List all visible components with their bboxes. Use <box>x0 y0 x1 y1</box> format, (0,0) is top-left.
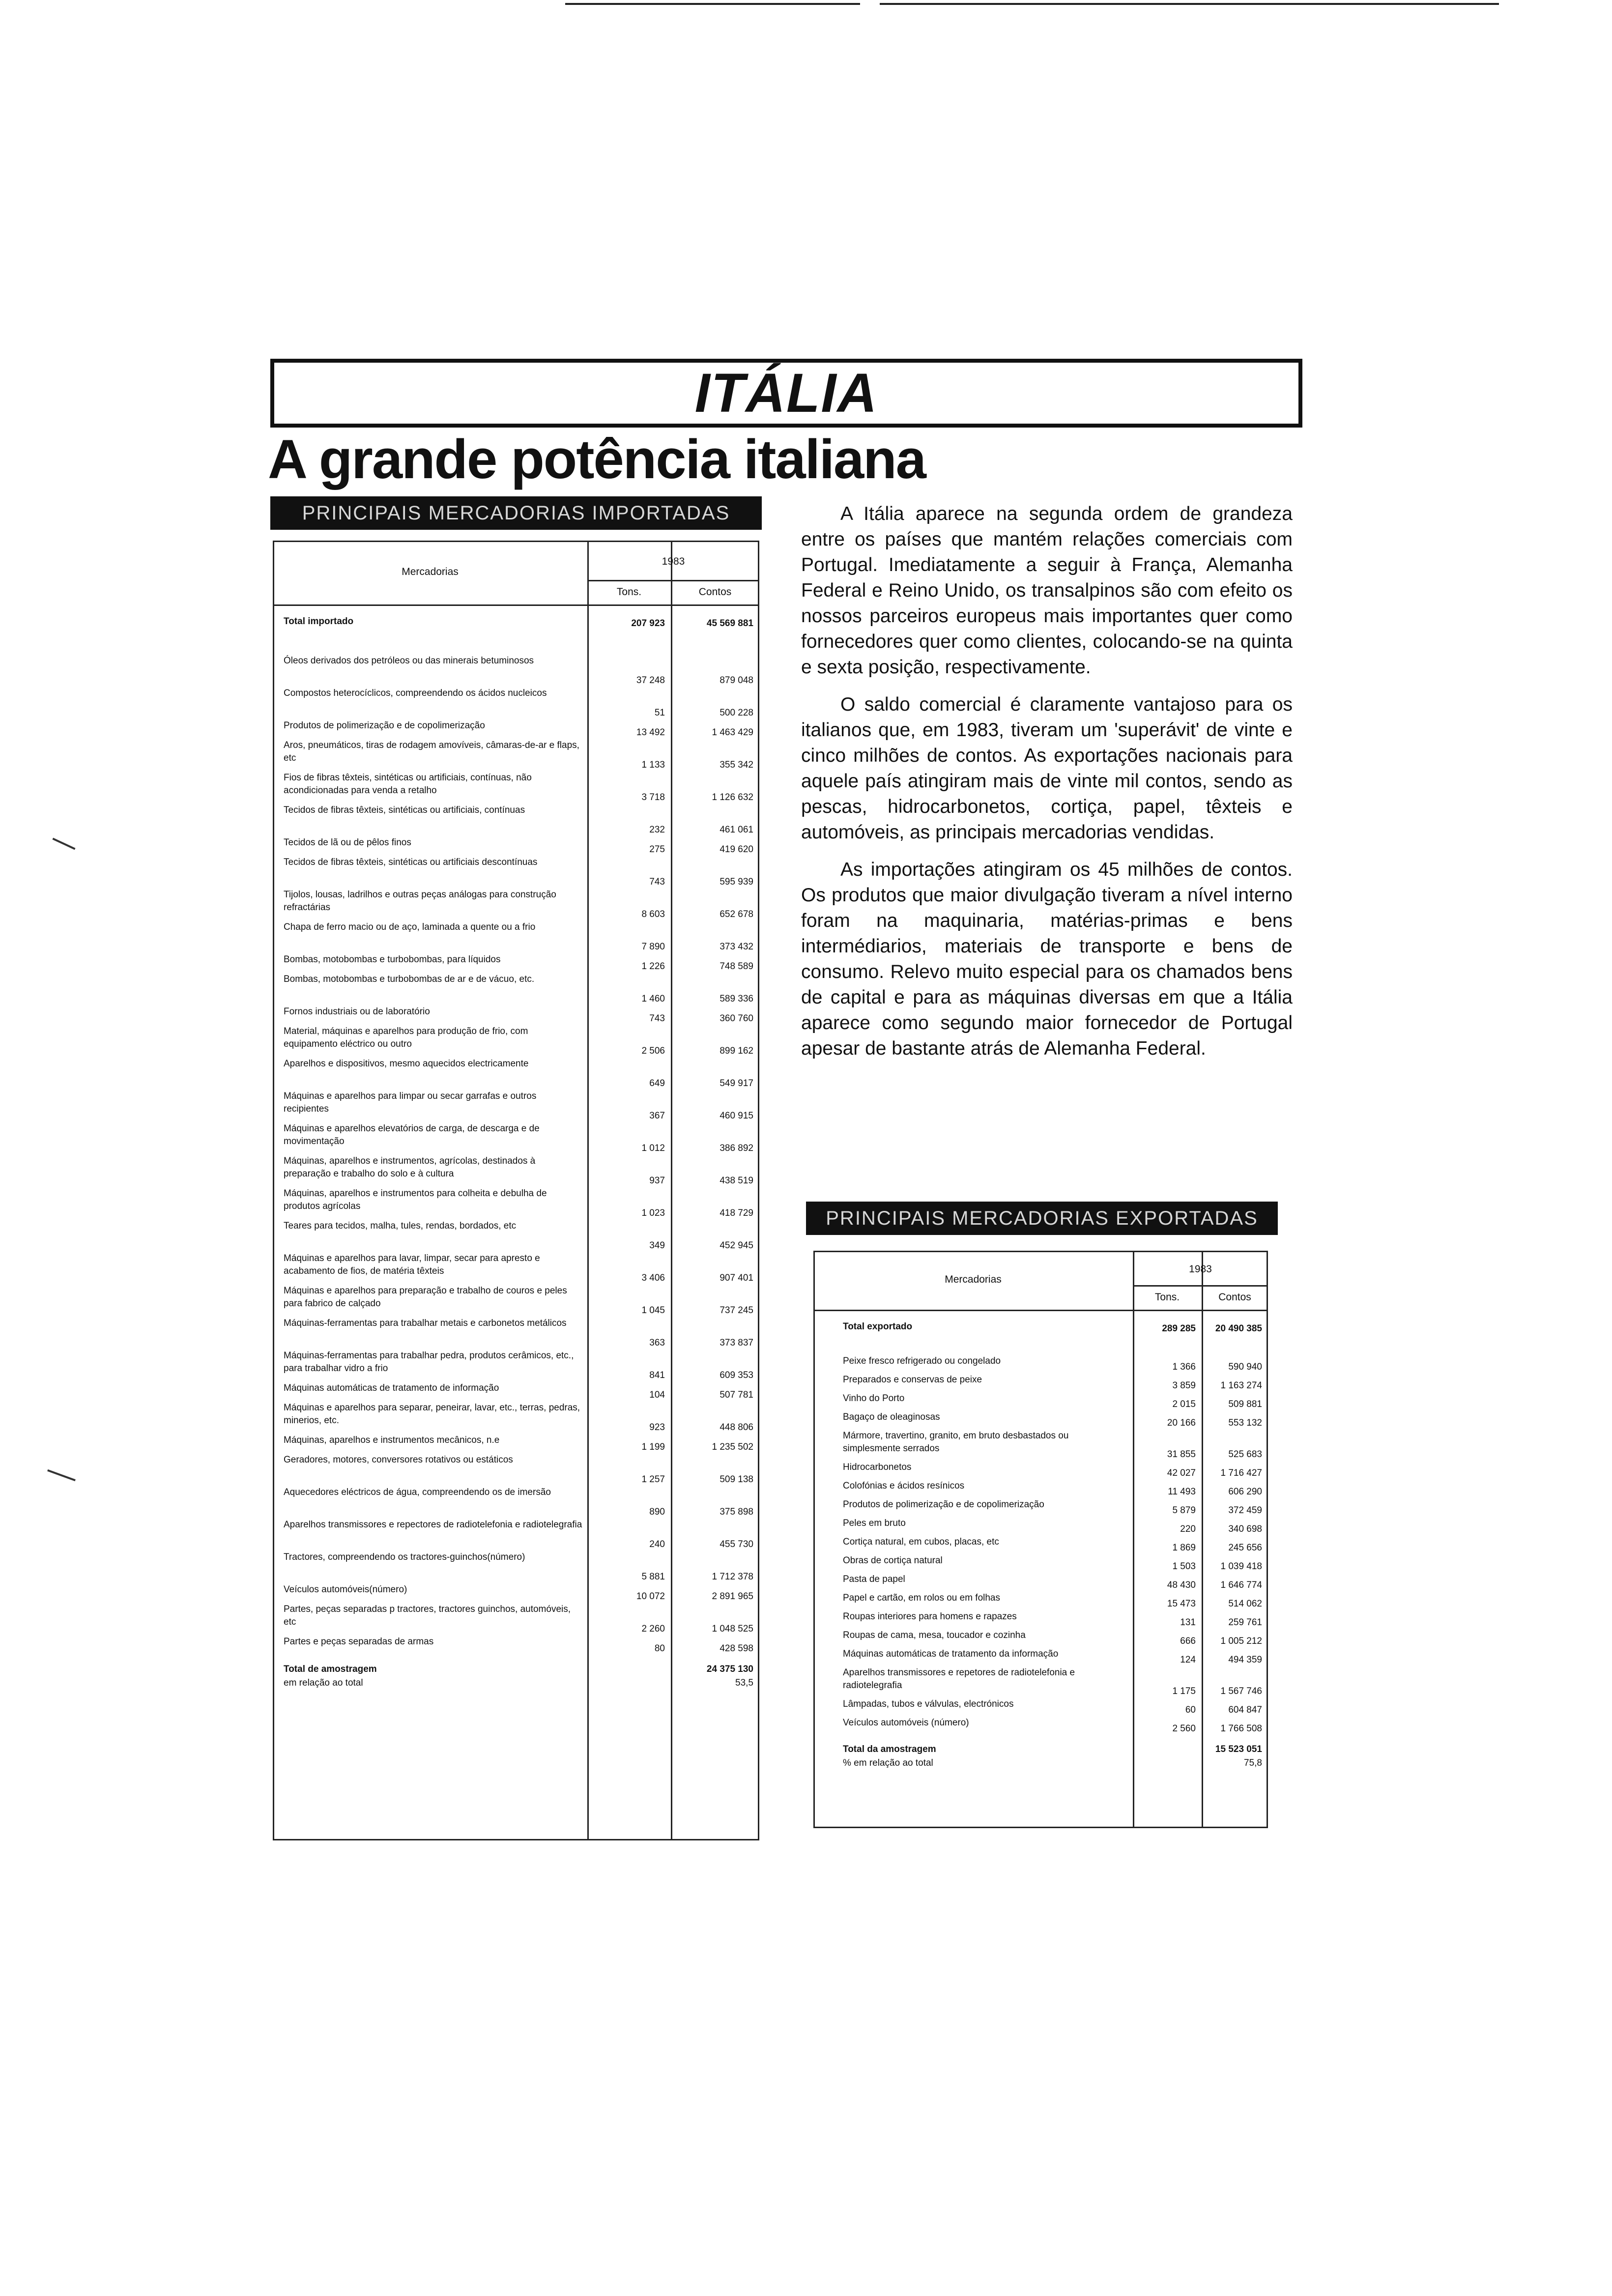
row-tons: 15 473 <box>1167 1599 1196 1609</box>
row-tons: 743 <box>649 1013 665 1024</box>
table-row <box>813 1536 1268 1554</box>
table-row <box>813 1411 1268 1430</box>
table-row <box>273 1486 759 1519</box>
row-tons: 10 072 <box>636 1591 665 1602</box>
row-contos: 75,8 <box>1244 1758 1262 1768</box>
row-contos: 259 761 <box>1228 1617 1262 1628</box>
table-row <box>813 1392 1268 1411</box>
row-label: Papel e cartão, em rolos ou em folhas <box>843 1593 1001 1603</box>
row-label: em relação ao total <box>284 1678 363 1688</box>
row-contos: 419 620 <box>720 844 753 855</box>
row-tons: 31 855 <box>1167 1449 1196 1460</box>
column-header-tons: Tons. <box>1154 1292 1180 1303</box>
table-row <box>813 1355 1268 1374</box>
row-contos: 455 730 <box>720 1539 753 1550</box>
header-rule <box>587 580 759 581</box>
row-tons: 3 718 <box>641 792 665 803</box>
row-tons: 2 506 <box>641 1046 665 1056</box>
paragraph: O saldo comercial é claramente vantajoso para os italianos que, em 1983, tiveram um 'superávit' de vinte e cinco milhões de contos. As exportações nacionais para aquele país atingiram mais de vinte mil contos, sendo as pescas, hidrocarbonetos, cortiça, papel, têxteis e automóveis, as principais mercadorias vendidas. <box>801 694 1293 843</box>
row-label: Máquinas e aparelhos para limpar ou secar garrafas e outros recipientes <box>284 1091 537 1114</box>
header-rule <box>813 1310 1268 1311</box>
row-label: Teares para tecidos, malha, tules, rendas, bordados, etc <box>284 1221 517 1231</box>
row-label: Bombas, motobombas e turbobombas de ar e de vácuo, etc. <box>284 974 535 984</box>
row-label: Máquinas e aparelhos para lavar, limpar, secar para apresto e acabamento de fios, de matéria têxteis <box>284 1253 540 1276</box>
table-row <box>273 1058 759 1090</box>
row-contos: 595 939 <box>720 877 753 887</box>
header-rule <box>1133 1285 1268 1287</box>
table-row <box>813 1717 1268 1735</box>
row-label: Máquinas e aparelhos para preparação e trabalho de couros e peles para fabrico de calçado <box>284 1286 567 1309</box>
row-contos: 525 683 <box>1228 1449 1262 1460</box>
row-label: Roupas interiores para homens e rapazes <box>843 1611 1017 1622</box>
row-contos: 553 132 <box>1228 1418 1262 1428</box>
row-label: Veículos automóveis (número) <box>843 1718 969 1728</box>
row-tons: 8 603 <box>641 909 665 919</box>
row-tons: 5 881 <box>641 1572 665 1582</box>
row-label: Aros, pneumáticos, tiras de rodagem amovíveis, câmaras-de-ar e flaps, etc <box>284 740 579 763</box>
row-tons: 1 503 <box>1172 1561 1196 1572</box>
row-contos: 1 766 508 <box>1220 1723 1262 1734</box>
row-label: Tecidos de lã ou de pêlos finos <box>284 837 411 848</box>
table-row <box>273 1090 759 1122</box>
row-label: Aparelhos transmissores e repectores de radiotelefonia e radiotelegrafia <box>284 1520 582 1530</box>
row-tons: 743 <box>649 877 665 887</box>
row-tons: 131 <box>1180 1617 1196 1628</box>
row-contos: 1 005 212 <box>1220 1636 1262 1646</box>
imports-title-bar: PRINCIPAIS MERCADORIAS IMPORTADAS <box>270 496 762 530</box>
row-tons: 1 133 <box>641 760 665 770</box>
table-row <box>813 1374 1268 1392</box>
row-tons: 289 285 <box>1162 1323 1196 1334</box>
row-contos: 500 228 <box>720 708 753 718</box>
table-row <box>273 973 759 1005</box>
row-tons: 2 260 <box>641 1624 665 1634</box>
row-tons: 3 859 <box>1172 1380 1196 1391</box>
article-body <box>801 501 1293 1073</box>
row-contos: 652 678 <box>720 909 753 919</box>
table-row <box>273 1122 759 1155</box>
row-tons: 923 <box>649 1422 665 1433</box>
row-tons: 1 257 <box>641 1474 665 1485</box>
table-row <box>273 953 759 973</box>
column-header-mercadorias: Mercadorias <box>402 566 459 577</box>
table-row <box>273 1434 759 1454</box>
row-label: Máquinas-ferramentas para trabalhar metais e carbonetos metálicos <box>284 1318 567 1328</box>
row-contos: 1 048 525 <box>712 1624 753 1634</box>
row-contos: 609 353 <box>720 1370 753 1380</box>
row-contos: 448 806 <box>720 1422 753 1433</box>
row-label: Máquinas automáticas de tratamento de informação <box>284 1383 499 1393</box>
row-tons: 20 166 <box>1167 1418 1196 1428</box>
table-row <box>273 1663 759 1676</box>
row-contos: 879 048 <box>720 675 753 686</box>
row-label: Máquinas, aparelhos e instrumentos mecânicos, n.e <box>284 1435 500 1445</box>
row-label: Fios de fibras têxteis, sintéticas ou artificiais, contínuas, não acondicionadas para venda a retalho <box>284 773 532 796</box>
row-label: Produtos de polimerização e de copolimerização <box>843 1499 1044 1510</box>
table-row <box>273 1402 759 1434</box>
header-rule <box>273 604 759 606</box>
row-tons: 367 <box>649 1111 665 1121</box>
table-row <box>273 1603 759 1636</box>
row-tons: 48 430 <box>1167 1580 1196 1590</box>
row-contos: 373 432 <box>720 942 753 952</box>
row-tons: 13 492 <box>636 727 665 738</box>
row-label: Pasta de papel <box>843 1574 905 1584</box>
row-tons: 124 <box>1180 1655 1196 1665</box>
row-tons: 890 <box>649 1507 665 1517</box>
row-contos: 589 336 <box>720 994 753 1004</box>
row-label: Vinho do Porto <box>843 1393 905 1404</box>
row-label: Compostos heterocíclicos, compreendendo os ácidos nucleicos <box>284 688 547 698</box>
row-contos: 737 245 <box>720 1305 753 1316</box>
table-row <box>813 1629 1268 1648</box>
table-row <box>813 1610 1268 1629</box>
row-contos: 24 375 130 <box>706 1664 753 1674</box>
table-row <box>273 1220 759 1252</box>
table-row <box>273 1583 759 1603</box>
row-label: Bagaço de oleaginosas <box>843 1412 940 1422</box>
table-row <box>273 889 759 921</box>
row-label: Óleos derivados dos petróleos ou das minerais betuminosos <box>284 656 534 666</box>
table-row <box>273 836 759 856</box>
margin-mark <box>47 1469 76 1481</box>
row-contos: 461 061 <box>720 825 753 835</box>
row-label: Aparelhos e dispositivos, mesmo aquecidos electricamente <box>284 1059 529 1069</box>
row-contos: 360 760 <box>720 1013 753 1024</box>
row-contos: 355 342 <box>720 760 753 770</box>
row-label: Tecidos de fibras têxteis, sintéticas ou artificiais, contínuas <box>284 805 525 815</box>
row-label: Colofónias e ácidos resínicos <box>843 1481 965 1491</box>
row-label: Geradores, motores, conversores rotativos ou estáticos <box>284 1455 513 1465</box>
table-row <box>273 719 759 739</box>
row-label: Material, máquinas e aparelhos para produção de frio, com equipamento eléctrico ou outro <box>284 1026 528 1049</box>
row-tons: 1 199 <box>641 1442 665 1452</box>
table-row <box>813 1757 1268 1770</box>
row-tons: 841 <box>649 1370 665 1380</box>
row-contos: 460 915 <box>720 1111 753 1121</box>
row-label: Peles em bruto <box>843 1518 906 1528</box>
margin-mark <box>52 838 75 850</box>
row-tons: 60 <box>1185 1705 1196 1715</box>
row-label: Máquinas e aparelhos para separar, peneirar, lavar, etc., terras, pedras, minerios, etc. <box>284 1403 580 1426</box>
column-header-mercadorias: Mercadorias <box>945 1274 1002 1285</box>
row-tons: 240 <box>649 1539 665 1550</box>
row-tons: 275 <box>649 844 665 855</box>
row-contos: 245 656 <box>1228 1543 1262 1553</box>
table-row <box>813 1430 1268 1461</box>
row-label: Máquinas, aparelhos e instrumentos para colheita e debulha de produtos agrícolas <box>284 1188 547 1211</box>
row-contos: 1 163 274 <box>1220 1380 1262 1391</box>
exports-table <box>813 1251 1268 1828</box>
row-tons: 37 248 <box>636 675 665 686</box>
row-contos: 340 698 <box>1228 1524 1262 1534</box>
row-tons: 5 879 <box>1172 1505 1196 1516</box>
row-tons: 80 <box>654 1643 665 1654</box>
row-label: Preparados e conservas de peixe <box>843 1375 982 1385</box>
table-row <box>813 1666 1268 1698</box>
row-label: Máquinas automáticas de tratamento da informação <box>843 1649 1059 1659</box>
row-label: Fornos industriais ou de laboratório <box>284 1006 430 1017</box>
table-row <box>273 1285 759 1317</box>
table-row <box>273 655 759 687</box>
table-row <box>813 1648 1268 1666</box>
row-label: Tijolos, lousas, ladrilhos e outras peças análogas para construção refractárias <box>284 890 556 913</box>
row-tons: 2 560 <box>1172 1723 1196 1734</box>
row-tons: 3 406 <box>641 1273 665 1283</box>
row-tons: 666 <box>1180 1636 1196 1646</box>
table-row <box>813 1480 1268 1498</box>
row-contos: 2 891 965 <box>712 1591 753 1602</box>
row-contos: 549 917 <box>720 1078 753 1089</box>
row-tons: 2 015 <box>1172 1399 1196 1409</box>
table-row <box>273 1317 759 1349</box>
row-label: Chapa de ferro macio ou de aço, laminada a quente ou a frio <box>284 922 536 932</box>
table-row <box>273 1155 759 1187</box>
row-contos: 15 523 051 <box>1215 1744 1262 1754</box>
row-contos: 899 162 <box>720 1046 753 1056</box>
paragraph: A Itália aparece na segunda ordem de grandeza entre os países que mantém relações comerciais com Portugal. Imediatamente a seguir à França, Alemanha Federal e Reino Unido, os transalpinos são com efeito os nossos parceiros europeus mais importantes quer como fornecedores quer como clientes, colocando-se na quinta e sexta posição, respectivamente. <box>801 503 1293 678</box>
row-contos: 20 490 385 <box>1215 1323 1262 1334</box>
row-contos: 606 290 <box>1228 1487 1262 1497</box>
table-row <box>273 804 759 836</box>
row-contos: 507 781 <box>720 1390 753 1400</box>
row-contos: 604 847 <box>1228 1705 1262 1715</box>
table-row <box>273 1382 759 1402</box>
row-contos: 1 463 429 <box>712 727 753 738</box>
table-row <box>813 1573 1268 1592</box>
row-label: Mármore, travertino, granito, em bruto desbastados ou simplesmente serrados <box>843 1431 1069 1454</box>
row-contos: 418 729 <box>720 1208 753 1218</box>
row-contos: 372 459 <box>1228 1505 1262 1516</box>
row-label: Tractores, compreendendo os tractores-guinchos(número) <box>284 1552 525 1562</box>
row-contos: 1 235 502 <box>712 1442 753 1452</box>
table-row <box>273 1025 759 1058</box>
row-label: Tecidos de fibras têxteis, sintéticas ou artificiais descontínuas <box>284 857 538 867</box>
row-contos: 53,5 <box>735 1678 753 1688</box>
table-row <box>813 1498 1268 1517</box>
column-header-contos: Contos <box>698 586 732 598</box>
table-row <box>273 1519 759 1551</box>
table-row <box>273 1677 759 1690</box>
row-label: Veículos automóveis(número) <box>284 1584 407 1595</box>
row-contos: 748 589 <box>720 961 753 972</box>
row-tons: 42 027 <box>1167 1468 1196 1478</box>
table-row <box>273 856 759 889</box>
table-row <box>273 1454 759 1486</box>
row-label: Total importado <box>284 616 354 627</box>
table-row <box>273 687 759 719</box>
column-header-tons: Tons. <box>616 586 642 598</box>
row-contos: 494 359 <box>1228 1655 1262 1665</box>
row-contos: 1 712 378 <box>712 1572 753 1582</box>
row-contos: 907 401 <box>720 1273 753 1283</box>
table-row <box>273 921 759 953</box>
row-label: % em relação ao total <box>843 1758 933 1768</box>
row-label: Aquecedores eléctricos de água, compreendendo os de imersão <box>284 1487 551 1497</box>
headline: A grande potência italiana <box>268 429 925 490</box>
row-contos: 452 945 <box>720 1240 753 1251</box>
row-label: Máquinas e aparelhos elevatórios de carga, de descarga e de movimentação <box>284 1123 540 1147</box>
row-label: Partes, peças separadas p tractores, tractores guinchos, automóveis, etc <box>284 1604 571 1627</box>
table-row <box>273 1349 759 1382</box>
row-tons: 1 366 <box>1172 1362 1196 1372</box>
paragraph: As importações atingiram os 45 milhões de contos. Os produtos que maior divulgação tiveram a nível interno foram na maquinaria, matérias-primas e bens intermédiarios, materiais de transporte e bens de consumo. Relevo muito especial para os chamados bens de capital e para as máquinas diversas em que a Itália aparece como segundo maior fornecedor de Portugal apesar de bastante atrás de Alemanha Federal. <box>801 859 1293 1059</box>
row-label: Bombas, motobombas e turbobombas, para líquidos <box>284 954 501 965</box>
row-contos: 509 138 <box>720 1474 753 1485</box>
row-tons: 937 <box>649 1176 665 1186</box>
exports-title-bar: PRINCIPAIS MERCADORIAS EXPORTADAS <box>806 1202 1278 1235</box>
row-tons: 649 <box>649 1078 665 1089</box>
table-row <box>273 1005 759 1025</box>
section-header-box <box>270 359 1302 428</box>
row-tons: 104 <box>649 1390 665 1400</box>
row-contos: 375 898 <box>720 1507 753 1517</box>
row-label: Total da amostragem <box>843 1744 936 1754</box>
row-contos: 590 940 <box>1228 1362 1262 1372</box>
column-header-year: 1983 <box>662 556 685 567</box>
row-tons: 11 493 <box>1168 1487 1196 1497</box>
section-title: ITÁLIA <box>694 362 878 424</box>
row-tons: 1 175 <box>1172 1686 1196 1696</box>
row-contos: 1 126 632 <box>712 792 753 803</box>
row-tons: 1 023 <box>641 1208 665 1218</box>
row-tons: 1 012 <box>641 1143 665 1153</box>
row-label: Obras de cortiça natural <box>843 1555 943 1566</box>
row-label: Cortiça natural, em cubos, placas, etc <box>843 1537 999 1547</box>
imports-table <box>273 541 759 1840</box>
row-tons: 207 923 <box>631 618 665 629</box>
row-contos: 45 569 881 <box>706 618 753 629</box>
column-header-contos: Contos <box>1218 1292 1251 1303</box>
column-header-year: 1983 <box>1189 1263 1212 1275</box>
table-row <box>273 615 759 630</box>
row-label: Máquinas-ferramentas para trabalhar pedra, produtos cerâmicos, etc., para trabalhar vidro a frio <box>284 1350 574 1374</box>
table-row <box>813 1554 1268 1573</box>
table-row <box>813 1743 1268 1756</box>
row-contos: 1 567 746 <box>1220 1686 1262 1696</box>
row-contos: 1 646 774 <box>1220 1580 1262 1590</box>
table-row <box>273 772 759 804</box>
row-label: Lâmpadas, tubos e válvulas, electrónicos <box>843 1699 1014 1709</box>
row-tons: 51 <box>654 708 665 718</box>
row-label: Aparelhos transmissores e repetores de radiotelefonia e radiotelegrafia <box>843 1667 1075 1691</box>
row-contos: 1 039 418 <box>1220 1561 1262 1572</box>
row-contos: 438 519 <box>720 1176 753 1186</box>
top-rule <box>565 3 1499 5</box>
table-row <box>813 1592 1268 1610</box>
row-label: Roupas de cama, mesa, toucador e cozinha <box>843 1630 1026 1640</box>
table-row <box>813 1320 1268 1335</box>
row-contos: 386 892 <box>720 1143 753 1153</box>
table-row <box>273 1551 759 1583</box>
row-label: Produtos de polimerização e de copolimerização <box>284 720 485 731</box>
row-label: Máquinas, aparelhos e instrumentos, agrícolas, destinados à preparação e trabalho do solo e à cultura <box>284 1156 536 1179</box>
table-row <box>813 1517 1268 1536</box>
row-label: Partes e peças separadas de armas <box>284 1636 434 1647</box>
row-label: Hidrocarbonetos <box>843 1462 912 1472</box>
row-tons: 220 <box>1180 1524 1196 1534</box>
table-row <box>273 1636 759 1655</box>
row-tons: 1 869 <box>1172 1543 1196 1553</box>
row-tons: 1 460 <box>641 994 665 1004</box>
row-tons: 7 890 <box>641 942 665 952</box>
row-tons: 232 <box>649 825 665 835</box>
row-tons: 349 <box>649 1240 665 1251</box>
row-contos: 373 837 <box>720 1338 753 1348</box>
table-row <box>813 1698 1268 1717</box>
row-tons: 1 226 <box>641 961 665 972</box>
row-tons: 1 045 <box>641 1305 665 1316</box>
table-row <box>813 1461 1268 1480</box>
row-contos: 509 881 <box>1228 1399 1262 1409</box>
row-label: Total de amostragem <box>284 1664 377 1674</box>
table-row <box>273 1187 759 1220</box>
row-contos: 428 598 <box>720 1643 753 1654</box>
row-contos: 514 062 <box>1228 1599 1262 1609</box>
row-tons: 363 <box>649 1338 665 1348</box>
table-row <box>273 1252 759 1285</box>
row-contos: 1 716 427 <box>1220 1468 1262 1478</box>
row-label: Total exportado <box>843 1321 913 1332</box>
row-label: Peixe fresco refrigerado ou congelado <box>843 1356 1001 1366</box>
table-row <box>273 739 759 772</box>
